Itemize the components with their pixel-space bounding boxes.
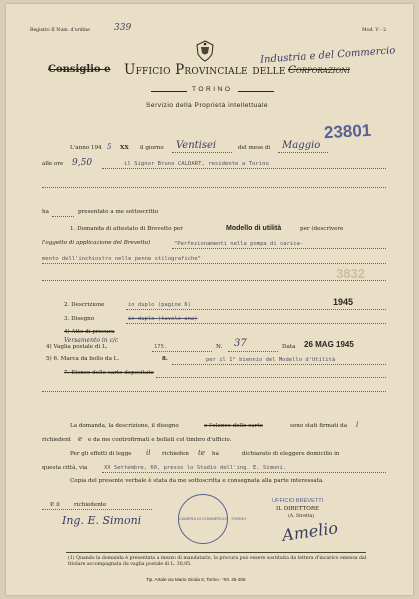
item1-value-line2: mento dell'inchiostro nelle penne stilografiche" (42, 256, 201, 262)
ore-label: alle ore (42, 161, 64, 167)
office-title: Ufficio Provinciale delle (124, 62, 286, 78)
para1-struck: e l'elenco delle carte (204, 423, 263, 429)
left-label: richiedente (74, 502, 107, 508)
faded-mark: 3832 (336, 266, 365, 281)
para2-mid: richieden (162, 451, 189, 457)
item1-text: 1. Domanda di attestato di Brevetto per (70, 226, 183, 232)
item4-sub: Versamento in c/c (64, 337, 119, 344)
item2-label: 2. Descrizione (64, 302, 105, 308)
item5-value: per il 1° biennio del Modello d'Utilità (206, 357, 336, 363)
item7-label: 7. Elenco delle carte depositate (64, 370, 154, 376)
para2-start: Per gli effetti di legge (70, 451, 132, 457)
round-stamp-text: CAMERA DI COMMERCIO · TORINO (179, 516, 247, 521)
footnote: (1) Quando la domanda è presentata a mezzo di mandatario, la procura può essere sostituita da lettera d'incarico emessa dal titolare accompagnata da vaglia postale di L. 30,05. (68, 556, 367, 567)
footnote-rule (66, 552, 366, 553)
item3-value: in duplo (tavole una) (128, 316, 198, 322)
item1-tail: per (descrivere (300, 226, 344, 232)
stamp-number: 23801 (323, 120, 372, 143)
city-label: TORINO (192, 86, 233, 93)
para1-line2-a: richiedent (42, 437, 72, 443)
item4-data-label: Data (282, 344, 296, 350)
divider-left (151, 91, 187, 92)
item4-label2: 4) Vaglia postale di L. (46, 344, 108, 350)
anno-label: L'anno 194 (70, 145, 102, 151)
item5-amount: 8. (162, 356, 168, 362)
giorno-value: Ventisei (176, 140, 217, 151)
item1-value-line1: "Perfezionamenti nella pompa di carica- (174, 241, 304, 247)
item1-cont: l'oggetto di applicazione del Brevetto) (42, 240, 151, 246)
ha-label: ha (42, 209, 49, 215)
struck-prefix: Consiglio e (48, 64, 111, 75)
para1-end: sono stati firmati da (290, 423, 348, 429)
right-name: (A. Stretta) (288, 514, 315, 519)
para2-s2: te (198, 449, 205, 457)
left-label-prefix: P. il (50, 502, 60, 508)
divider-right (238, 91, 274, 92)
item2-year: 1945 (333, 297, 354, 307)
item2-value: in duplo (pagine 6) (128, 302, 191, 308)
para1-start: La domanda, la descrizione, il disegno (70, 423, 179, 429)
item3-label: 3. Disegno (64, 316, 95, 322)
item5-label: 5) 6. Marca da bollo da L. (46, 356, 120, 362)
para1-line2-b: e da me controfirmati e bollati col timbro d'ufficio. (88, 437, 232, 443)
item4-n-value: 37 (234, 338, 247, 349)
para4: Copia del presente verbale è stata da me sottoscritta e consegnata alla parte interessata. (70, 478, 324, 484)
para3-start: questa città, via (42, 465, 88, 471)
item1-bold: Modello di utilità (226, 225, 282, 232)
para2-s1: il (146, 449, 151, 457)
mese-label: del mese di (238, 145, 271, 151)
item4-n-label: N. (216, 344, 223, 350)
struck-suffix: Corporazioni (288, 64, 351, 76)
printer-line: Tip. Artale via Mario Gioda 8, Torino - Tel. 45-306 (146, 577, 246, 582)
presentato-label: presentato a me sottoscritto (78, 209, 159, 215)
item4-amount: 175. (154, 344, 168, 350)
item4-label: 4) Atto di procura (64, 329, 115, 335)
right-signature: Amelio (280, 518, 340, 545)
giorno-label: il giorno (140, 145, 164, 151)
anno-value: 5 (107, 143, 112, 151)
emblem-icon (195, 40, 215, 62)
para2-ha: ha (212, 451, 219, 457)
registro-label: Registro II Num. d'ordine (30, 28, 90, 33)
handwritten-annotation: Industria e del Commercio (259, 45, 396, 66)
right-stamp: UFFICIO BREVETTI (272, 498, 324, 504)
ore-value: 9,50 (72, 158, 93, 168)
service-label: Servizio della Proprietà intellettuale (146, 102, 268, 109)
presenter-value: il Signor Bruno CALDART, residente a Torino (124, 161, 269, 167)
mese-value: Maggio (282, 140, 321, 151)
mod-label: Mod. V - 2 (362, 28, 387, 33)
document-page (6, 4, 413, 595)
para1-value: l (356, 421, 359, 429)
round-stamp (178, 494, 247, 544)
era-value: XX (120, 145, 129, 151)
para3-value: XX Settembre, 60, presso lo Studio dell'ing. E. Simoni. (104, 465, 287, 471)
right-label: IL DIRETTORE (276, 506, 320, 512)
registro-number: 339 (114, 23, 132, 33)
para1-line2-value: e (78, 435, 83, 443)
item4-data-value: 26 MAG 1945 (304, 340, 354, 349)
para2-end: dichiarato di eleggere domicilio in (242, 451, 340, 457)
left-signature: Ing. E. Simoni (62, 514, 142, 527)
